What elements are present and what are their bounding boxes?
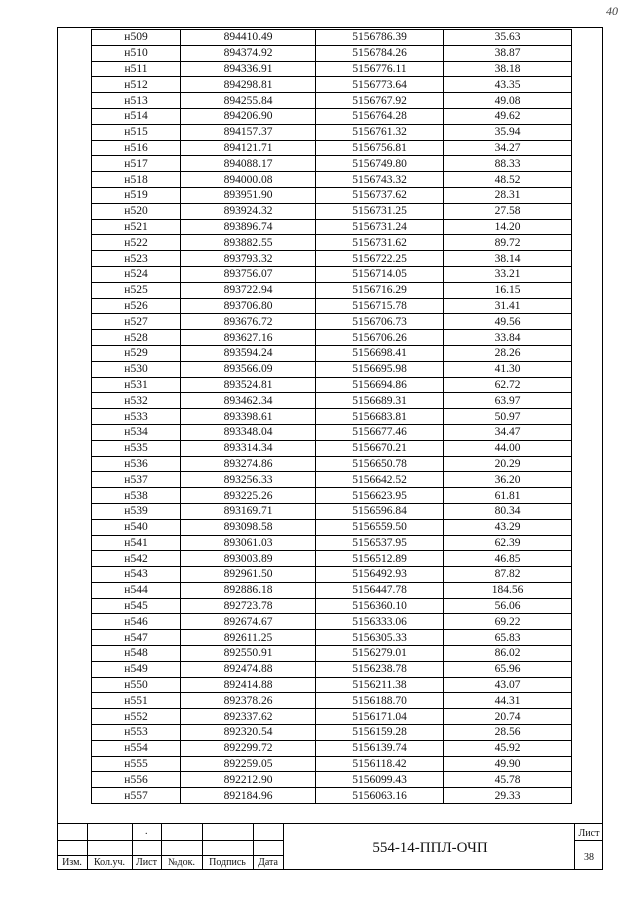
point-id-cell: н535 [92,440,181,456]
point-id-cell: н510 [92,45,181,61]
y-coordinate-cell: 5156731.25 [316,203,444,219]
distance-cell: 45.78 [444,772,572,788]
x-coordinate-cell: 893169.71 [181,503,316,519]
x-coordinate-cell: 893882.55 [181,235,316,251]
table-row [92,203,572,219]
x-coordinate-cell: 893061.03 [181,535,316,551]
y-coordinate-cell: 5156099.43 [316,772,444,788]
stamp-header-kol-uch: Кол.уч. [93,857,126,868]
point-id-cell: н551 [92,693,181,709]
distance-cell: 48.52 [444,172,572,188]
y-coordinate-cell: 5156139.74 [316,740,444,756]
table-row [92,377,572,393]
distance-cell: 44.00 [444,440,572,456]
y-coordinate-cell: 5156737.62 [316,187,444,203]
point-id-cell: н543 [92,567,181,583]
distance-cell: 65.96 [444,661,572,677]
point-id-cell: н547 [92,630,181,646]
distance-cell: 62.39 [444,535,572,551]
y-coordinate-cell: 5156333.06 [316,614,444,630]
x-coordinate-cell: 893256.33 [181,472,316,488]
y-coordinate-cell: 5156756.81 [316,140,444,156]
table-row [92,630,572,646]
table-row [92,77,572,93]
point-id-cell: н544 [92,582,181,598]
x-coordinate-cell: 893398.61 [181,409,316,425]
distance-cell: 35.63 [444,30,572,46]
table-row [92,519,572,535]
point-id-cell: н519 [92,187,181,203]
distance-cell: 28.26 [444,345,572,361]
x-coordinate-cell: 893225.26 [181,488,316,504]
distance-cell: 56.06 [444,598,572,614]
point-id-cell: н530 [92,361,181,377]
point-id-cell: н532 [92,393,181,409]
point-id-cell: н534 [92,424,181,440]
y-coordinate-cell: 5156512.89 [316,551,444,567]
distance-cell: 31.41 [444,298,572,314]
table-row [92,156,572,172]
point-id-cell: н515 [92,124,181,140]
distance-cell: 45.92 [444,740,572,756]
x-coordinate-cell: 893348.04 [181,424,316,440]
table-row [92,456,572,472]
distance-cell: 62.72 [444,377,572,393]
stamp-row-line-1 [57,840,283,841]
y-coordinate-cell: 5156695.98 [316,361,444,377]
stamp-header-data: Дата [258,857,278,868]
x-coordinate-cell: 893793.32 [181,251,316,267]
y-coordinate-cell: 5156596.84 [316,503,444,519]
table-row [92,361,572,377]
x-coordinate-cell: 894088.17 [181,156,316,172]
x-coordinate-cell: 894157.37 [181,124,316,140]
x-coordinate-cell: 893314.34 [181,440,316,456]
y-coordinate-cell: 5156767.92 [316,93,444,109]
distance-cell: 29.33 [444,788,572,804]
y-coordinate-cell: 5156670.21 [316,440,444,456]
table-row [92,93,572,109]
distance-cell: 69.22 [444,614,572,630]
x-coordinate-cell: 894374.92 [181,45,316,61]
y-coordinate-cell: 5156188.70 [316,693,444,709]
point-id-cell: н518 [92,172,181,188]
distance-cell: 63.97 [444,393,572,409]
table-row [92,266,572,282]
distance-cell: 89.72 [444,235,572,251]
table-row [92,251,572,267]
distance-cell: 49.08 [444,93,572,109]
x-coordinate-cell: 892184.96 [181,788,316,804]
y-coordinate-cell: 5156642.52 [316,472,444,488]
y-coordinate-cell: 5156492.93 [316,567,444,583]
document-code: 554-14-ППЛ-ОЧП [372,840,488,856]
point-id-cell: н521 [92,219,181,235]
point-id-cell: н523 [92,251,181,267]
point-id-cell: н524 [92,266,181,282]
distance-cell: 20.29 [444,456,572,472]
x-coordinate-cell: 892674.67 [181,614,316,630]
y-coordinate-cell: 5156360.10 [316,598,444,614]
y-coordinate-cell: 5156786.39 [316,30,444,46]
stamp-header-ndok: №док. [168,857,195,868]
table-row [92,693,572,709]
point-id-cell: н538 [92,488,181,504]
table-row [92,535,572,551]
table-row [92,772,572,788]
distance-cell: 38.14 [444,251,572,267]
table-row [92,108,572,124]
distance-cell: 14.20 [444,219,572,235]
y-coordinate-cell: 5156447.78 [316,582,444,598]
point-id-cell: н517 [92,156,181,172]
distance-cell: 38.18 [444,61,572,77]
y-coordinate-cell: 5156171.04 [316,709,444,725]
point-id-cell: н509 [92,30,181,46]
point-id-cell: н520 [92,203,181,219]
stamp-header-podpis: Подпись [209,857,246,868]
y-coordinate-cell: 5156706.26 [316,330,444,346]
x-coordinate-cell: 894336.91 [181,61,316,77]
table-row [92,709,572,725]
x-coordinate-cell: 893003.89 [181,551,316,567]
y-coordinate-cell: 5156773.64 [316,77,444,93]
distance-cell: 44.31 [444,693,572,709]
table-row [92,725,572,741]
table-row [92,345,572,361]
x-coordinate-cell: 893896.74 [181,219,316,235]
point-id-cell: н536 [92,456,181,472]
stamp-top-line [57,823,603,824]
point-id-cell: н513 [92,93,181,109]
distance-cell: 34.27 [444,140,572,156]
point-id-cell: н533 [92,409,181,425]
x-coordinate-cell: 894255.84 [181,93,316,109]
table-row [92,740,572,756]
y-coordinate-cell: 5156238.78 [316,661,444,677]
sheet-number: 38 [584,852,594,863]
table-row [92,409,572,425]
point-id-cell: н541 [92,535,181,551]
distance-cell: 49.56 [444,314,572,330]
y-coordinate-cell: 5156715.78 [316,298,444,314]
x-coordinate-cell: 893756.07 [181,266,316,282]
point-id-cell: н528 [92,330,181,346]
stamp-sheet-line [574,840,603,841]
table-row [92,488,572,504]
point-id-cell: н549 [92,661,181,677]
distance-cell: 80.34 [444,503,572,519]
point-id-cell: н548 [92,646,181,662]
table-row [92,567,572,583]
y-coordinate-cell: 5156677.46 [316,424,444,440]
y-coordinate-cell: 5156689.31 [316,393,444,409]
y-coordinate-cell: 5156279.01 [316,646,444,662]
table-row [92,140,572,156]
table-row [92,330,572,346]
sheet-label: Лист [578,828,600,839]
y-coordinate-cell: 5156716.29 [316,282,444,298]
x-coordinate-cell: 892886.18 [181,582,316,598]
table-row [92,45,572,61]
point-id-cell: н546 [92,614,181,630]
x-coordinate-cell: 892259.05 [181,756,316,772]
y-coordinate-cell: 5156537.95 [316,535,444,551]
y-coordinate-cell: 5156749.80 [316,156,444,172]
table-row [92,172,572,188]
x-coordinate-cell: 893627.16 [181,330,316,346]
distance-cell: 184.56 [444,582,572,598]
point-id-cell: н526 [92,298,181,314]
x-coordinate-cell: 893566.09 [181,361,316,377]
y-coordinate-cell: 5156683.81 [316,409,444,425]
y-coordinate-cell: 5156698.41 [316,345,444,361]
y-coordinate-cell: 5156211.38 [316,677,444,693]
x-coordinate-cell: 893951.90 [181,187,316,203]
point-id-cell: н511 [92,61,181,77]
x-coordinate-cell: 892320.54 [181,725,316,741]
distance-cell: 34.47 [444,424,572,440]
table-row [92,551,572,567]
point-id-cell: н516 [92,140,181,156]
distance-cell: 43.29 [444,519,572,535]
y-coordinate-cell: 5156776.11 [316,61,444,77]
point-id-cell: н527 [92,314,181,330]
x-coordinate-cell: 892337.62 [181,709,316,725]
distance-cell: 41.30 [444,361,572,377]
distance-cell: 20.74 [444,709,572,725]
point-id-cell: н550 [92,677,181,693]
x-coordinate-cell: 893462.34 [181,393,316,409]
coordinates-table-body [92,30,572,804]
distance-cell: 49.62 [444,108,572,124]
distance-cell: 28.31 [444,187,572,203]
y-coordinate-cell: 5156559.50 [316,519,444,535]
distance-cell: 38.87 [444,45,572,61]
x-coordinate-cell: 892299.72 [181,740,316,756]
stamp-col-line-6 [283,823,284,870]
stamp-row-line-2 [57,855,283,856]
table-row [92,282,572,298]
table-row [92,219,572,235]
x-coordinate-cell: 892378.26 [181,693,316,709]
table-row [92,503,572,519]
x-coordinate-cell: 894298.81 [181,77,316,93]
distance-cell: 86.02 [444,646,572,662]
x-coordinate-cell: 892414.88 [181,677,316,693]
table-row [92,598,572,614]
stamp-header-list: Лист [136,857,157,868]
stamp-header-izm: Изм. [62,857,82,868]
handwritten-page-number: 40 [606,4,618,18]
table-row [92,472,572,488]
point-id-cell: н531 [92,377,181,393]
point-id-cell: н514 [92,108,181,124]
point-id-cell: н537 [92,472,181,488]
table-row [92,187,572,203]
table-row [92,61,572,77]
distance-cell: 46.85 [444,551,572,567]
point-id-cell: н522 [92,235,181,251]
distance-cell: 36.20 [444,472,572,488]
table-row [92,788,572,804]
y-coordinate-cell: 5156784.26 [316,45,444,61]
y-coordinate-cell: 5156305.33 [316,630,444,646]
x-coordinate-cell: 894121.71 [181,140,316,156]
y-coordinate-cell: 5156743.32 [316,172,444,188]
x-coordinate-cell: 893676.72 [181,314,316,330]
y-coordinate-cell: 5156118.42 [316,756,444,772]
table-row [92,646,572,662]
x-coordinate-cell: 893524.81 [181,377,316,393]
table-row [92,124,572,140]
table-row [92,614,572,630]
distance-cell: 28.56 [444,725,572,741]
x-coordinate-cell: 893594.24 [181,345,316,361]
y-coordinate-cell: 5156706.73 [316,314,444,330]
distance-cell: 33.84 [444,330,572,346]
distance-cell: 87.82 [444,567,572,583]
distance-cell: 33.21 [444,266,572,282]
point-id-cell: н556 [92,772,181,788]
x-coordinate-cell: 893274.86 [181,456,316,472]
y-coordinate-cell: 5156063.16 [316,788,444,804]
y-coordinate-cell: 5156650.78 [316,456,444,472]
distance-cell: 50.97 [444,409,572,425]
x-coordinate-cell: 892611.25 [181,630,316,646]
y-coordinate-cell: 5156731.24 [316,219,444,235]
point-id-cell: н542 [92,551,181,567]
table-row [92,298,572,314]
point-id-cell: н554 [92,740,181,756]
table-row [92,756,572,772]
y-coordinate-cell: 5156623.95 [316,488,444,504]
table-row [92,393,572,409]
point-id-cell: н553 [92,725,181,741]
table-row [92,235,572,251]
x-coordinate-cell: 894000.08 [181,172,316,188]
distance-cell: 61.81 [444,488,572,504]
y-coordinate-cell: 5156722.25 [316,251,444,267]
y-coordinate-cell: 5156731.62 [316,235,444,251]
x-coordinate-cell: 892212.90 [181,772,316,788]
distance-cell: 49.90 [444,756,572,772]
stamp-dot: . [145,826,148,837]
x-coordinate-cell: 892961.50 [181,567,316,583]
y-coordinate-cell: 5156764.28 [316,108,444,124]
x-coordinate-cell: 893706.80 [181,298,316,314]
y-coordinate-cell: 5156694.86 [316,377,444,393]
x-coordinate-cell: 893098.58 [181,519,316,535]
table-row [92,440,572,456]
point-id-cell: н539 [92,503,181,519]
y-coordinate-cell: 5156761.32 [316,124,444,140]
distance-cell: 43.35 [444,77,572,93]
point-id-cell: н540 [92,519,181,535]
table-row [92,582,572,598]
table-row [92,30,572,46]
x-coordinate-cell: 894206.90 [181,108,316,124]
point-id-cell: н525 [92,282,181,298]
point-id-cell: н512 [92,77,181,93]
x-coordinate-cell: 893722.94 [181,282,316,298]
point-id-cell: н555 [92,756,181,772]
point-id-cell: н557 [92,788,181,804]
table-row [92,661,572,677]
x-coordinate-cell: 892474.88 [181,661,316,677]
y-coordinate-cell: 5156159.28 [316,725,444,741]
table-row [92,677,572,693]
y-coordinate-cell: 5156714.05 [316,266,444,282]
x-coordinate-cell: 894410.49 [181,30,316,46]
distance-cell: 27.58 [444,203,572,219]
distance-cell: 16.15 [444,282,572,298]
x-coordinate-cell: 892723.78 [181,598,316,614]
x-coordinate-cell: 893924.32 [181,203,316,219]
x-coordinate-cell: 892550.91 [181,646,316,662]
point-id-cell: н545 [92,598,181,614]
point-id-cell: н552 [92,709,181,725]
coordinates-table [91,29,572,804]
table-row [92,424,572,440]
distance-cell: 88.33 [444,156,572,172]
distance-cell: 65.83 [444,630,572,646]
table-row [92,314,572,330]
distance-cell: 43.07 [444,677,572,693]
point-id-cell: н529 [92,345,181,361]
distance-cell: 35.94 [444,124,572,140]
